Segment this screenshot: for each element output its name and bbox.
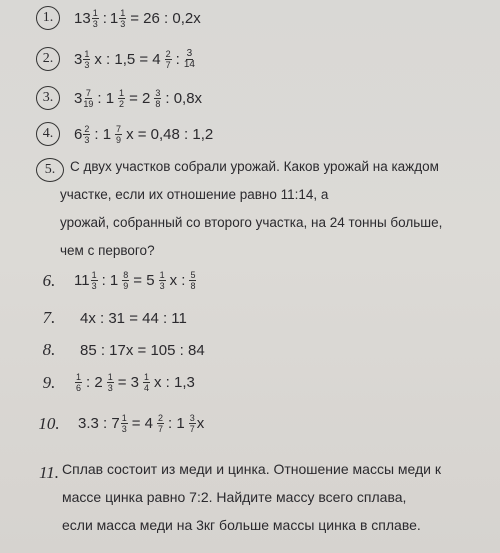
fraction: $\frac{1}{3}$ (120, 7, 126, 29)
fraction: $\frac{1}{3}$ (91, 270, 97, 291)
problem-10 (32, 413, 204, 434)
fraction: $\frac{1}{3}$ (84, 48, 90, 70)
problem-number-circled: 3. (36, 86, 60, 110)
fraction: $\frac{2}{7}$ (165, 48, 171, 70)
problem-expression: 85 : 17x = 105 : 84 (80, 341, 205, 359)
problem-number: 10. (38, 413, 60, 433)
problem-number: 11. (39, 463, 59, 482)
fraction: $\frac{2}{7}$ (158, 413, 164, 434)
problem-6 (36, 270, 197, 291)
problem-expression: 6 $\frac{2}{3}$ : 1 $\frac{7}{9}$ x = 0,48 : 1,2 (74, 123, 214, 145)
fraction: $\frac{1}{3}$ (92, 7, 98, 29)
fraction: $\frac{1}{3}$ (121, 413, 127, 434)
fraction: $\frac{7}{9}$ (116, 123, 122, 145)
problem-number-circled: 5. (36, 158, 64, 182)
problem-expression: $\frac{1}{6}$ : 2 $\frac{1}{3}$ = 3 $\frac{1}{4}$ x : 1,3 (76, 372, 195, 393)
problem-expression: 11 $\frac{1}{3}$ : 1 $\frac{8}{9}$ = 5 $\frac{1}{3}$ x : $\frac{5}{8}$ (74, 270, 196, 291)
fraction: $\frac{2}{3}$ (84, 123, 90, 145)
problem-number-circled: 1. (36, 6, 60, 30)
problem-number: 8. (42, 340, 56, 359)
problem-number: 6. (42, 270, 56, 290)
fraction: $\frac{1}{4}$ (144, 372, 150, 393)
problem-11 (32, 463, 66, 483)
problem-3 (36, 86, 205, 110)
problem-number: 9. (42, 372, 56, 392)
fraction: $\frac{1}{2}$ (119, 87, 125, 109)
fraction: $\frac{3}{7}$ (189, 413, 195, 434)
problem-5-text: С двух участков собрали урожай. Каков урожай на каждом участке, если их отношение равно 11:14, а урожай, собранный со второго участка, на 24 тонны больше, чем с первого? (60, 159, 443, 258)
problem-expression: 3 $\frac{7}{19}$ : 1 $\frac{1}{2}$ = 2 $\frac{3}{8}$ : 0,8x (74, 87, 203, 109)
problem-7 (36, 308, 187, 328)
fraction: $\frac{1}{3}$ (159, 270, 165, 291)
problem-number: 7. (42, 308, 56, 327)
problem-number-circled: 4. (36, 122, 60, 146)
problem-number-circled: 2. (36, 47, 60, 71)
problem-expression: 3.3 : 7 $\frac{1}{3}$ = 4 $\frac{2}{7}$ : 1 $\frac{3}{7}$ x (78, 413, 205, 434)
problem-8 (36, 340, 205, 360)
fraction: $\frac{1}{3}$ (107, 372, 113, 393)
problem-4 (36, 122, 216, 146)
problem-expression: 4x : 31 = 44 : 11 (80, 309, 187, 327)
fraction: $\frac{3}{8}$ (155, 87, 161, 109)
problem-expression: 3 $\frac{1}{3}$ x : 1,5 = 4 $\frac{2}{7}$ : $\frac{3}{14}$ (74, 47, 195, 70)
problem-9 (36, 372, 198, 393)
problem-expression: 13 $\frac{1}{3}$ : 1 $\frac{1}{3}$ = 26 : 0,2x (74, 7, 201, 29)
problem-5 (36, 158, 64, 182)
problem-2 (36, 47, 196, 71)
fraction: $\frac{7}{19}$ (83, 87, 94, 109)
problem-1 (36, 6, 204, 30)
problem-11-text: Сплав состоит из меди и цинка. Отношение массы меди к массе цинка равно 7:2. Найдите массу всего сплава, если масса меди на 3кг больше массы цинка в сплаве. (62, 461, 442, 533)
fraction: $\frac{1}{6}$ (76, 372, 82, 393)
fraction: $\frac{5}{8}$ (190, 270, 196, 291)
fraction: $\frac{8}{9}$ (123, 270, 129, 291)
fraction: $\frac{3}{14}$ (183, 47, 195, 70)
